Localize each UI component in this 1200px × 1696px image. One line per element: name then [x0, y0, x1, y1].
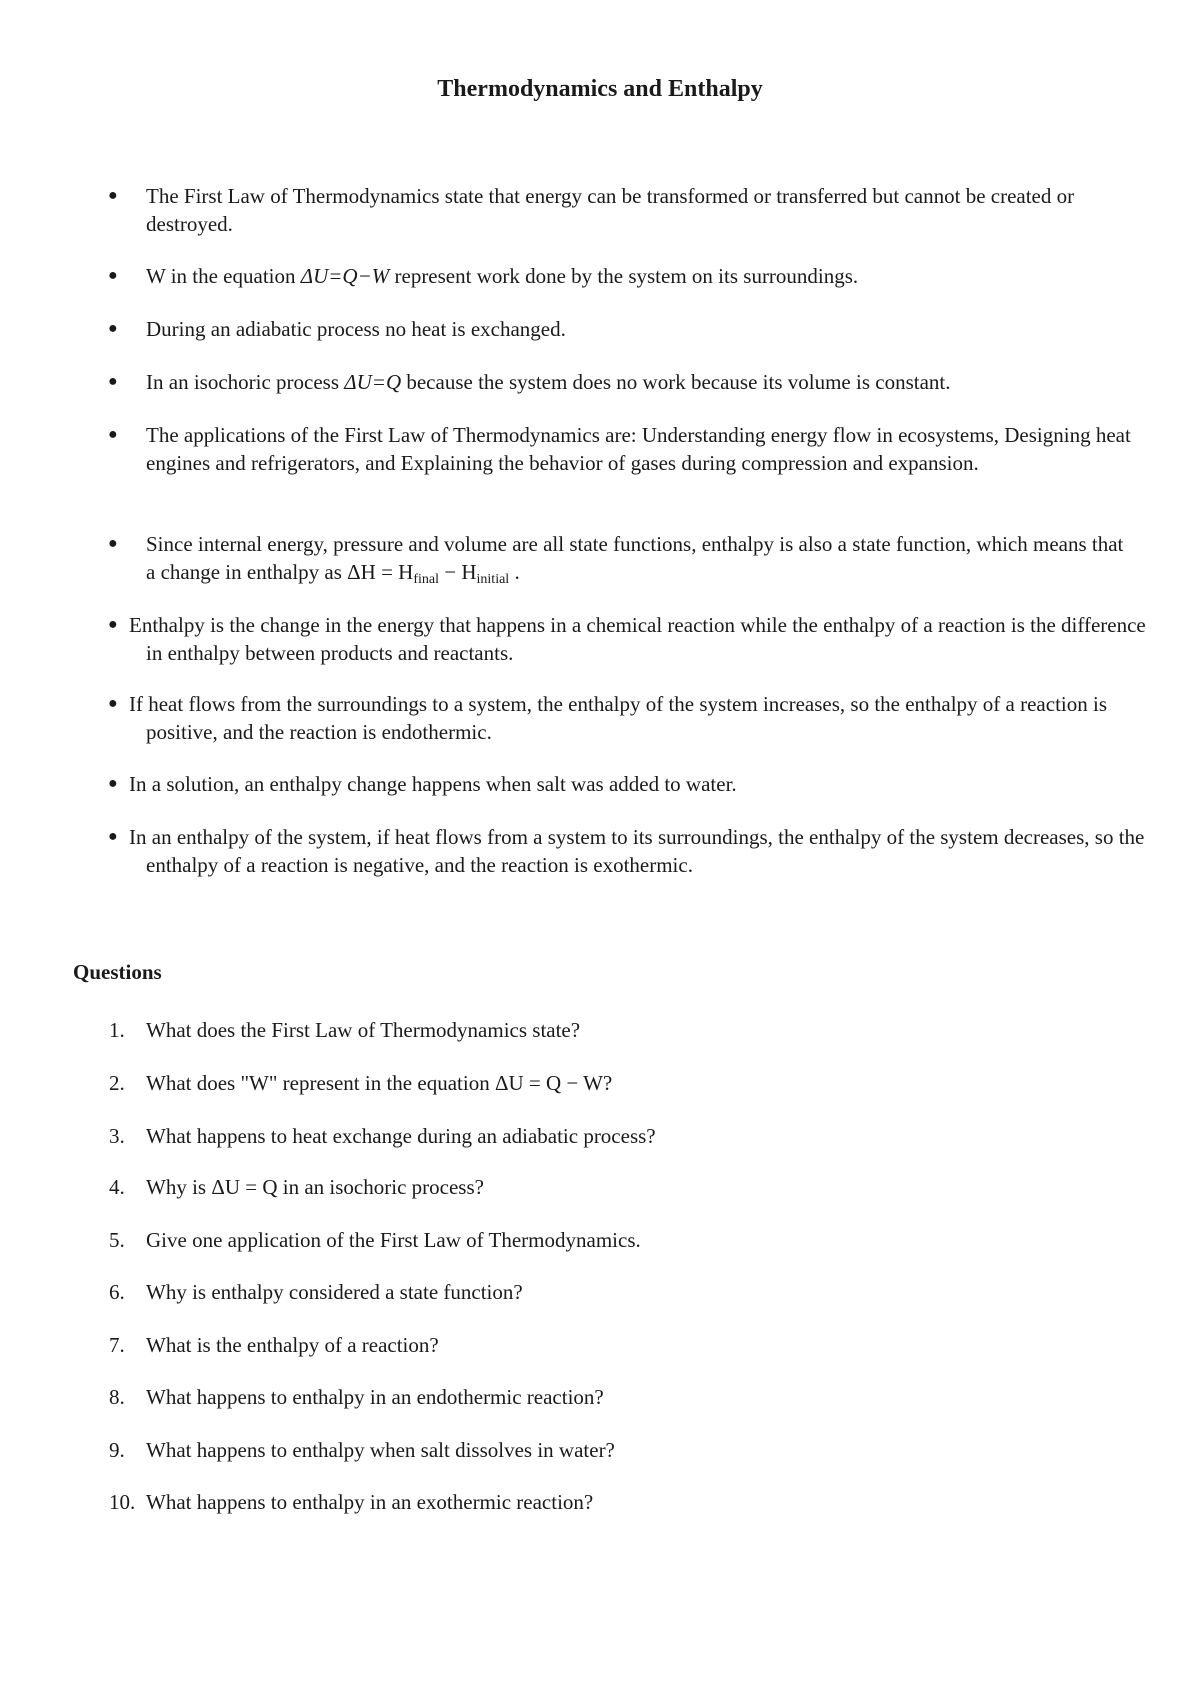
bullet-text-prefix: In an isochoric process [146, 370, 345, 394]
question-number: 9. [109, 1438, 125, 1462]
equation: ΔU=Q [344, 370, 402, 394]
bullet-item-first-law: The First Law of Thermodynamics state that energy can be transformed or transferred but cannot be created or destroyed. [146, 184, 1075, 236]
bullet-item-endothermic: If heat flows from the surroundings to a system, the enthalpy of the system increases, so the enthalpy of a reaction is positive, and the reaction is endothermic. [129, 692, 1107, 744]
bullet-item-solution: In a solution, an enthalpy change happens when salt was added to water. [129, 772, 737, 796]
bullet-marker: ● [108, 695, 118, 712]
bullet-marker: ● [108, 535, 118, 552]
question-text: What does the First Law of Thermodynamics state? [146, 1018, 581, 1042]
question-text: What is the enthalpy of a reaction? [146, 1333, 439, 1357]
question-text: What happens to heat exchange during an adiabatic process? [146, 1124, 656, 1148]
question-text: Why is enthalpy considered a state function? [146, 1280, 523, 1304]
bullet-marker: ● [108, 426, 118, 443]
bullet-marker: ● [108, 616, 118, 633]
question-number: 3. [109, 1124, 125, 1148]
bullet-item-applications: The applications of the First Law of Thermodynamics are: Understanding energy flow in ecosystems, Designing heat engines and refrigerators, and Explaining the behavior of gases during compression and expansion. [146, 423, 1131, 475]
bullet-text-prefix: Since internal energy, pressure and volume are all state functions, enthalpy is also a state function, which means that a change in enthalpy as ΔH = H [146, 532, 1124, 584]
question-text: What does "W" represent in the equation ΔU = Q − W? [146, 1071, 613, 1095]
document-title: Thermodynamics and Enthalpy [437, 76, 763, 102]
bullet-text-prefix: W in the equation [146, 264, 301, 288]
bullet-marker: ● [108, 828, 118, 845]
bullet-marker: ● [108, 187, 118, 204]
question-number: 5. [109, 1228, 125, 1252]
question-text: What happens to enthalpy in an exothermic reaction? [146, 1490, 594, 1514]
question-number: 2. [109, 1071, 125, 1095]
question-text: What happens to enthalpy in an endothermic reaction? [146, 1385, 604, 1409]
bullet-item-work-equation [146, 262, 1136, 290]
bullet-marker: ● [108, 373, 118, 390]
question-number: 4. [109, 1175, 125, 1199]
question-text: What happens to enthalpy when salt dissolves in water? [146, 1438, 615, 1462]
bullet-text-suffix: represent work done by the system on its surroundings. [389, 264, 859, 288]
bullet-text-suffix: because the system does no work because its volume is constant. [401, 370, 951, 394]
bullet-item-adiabatic: During an adiabatic process no heat is exchanged. [146, 317, 566, 341]
bullet-item-state-function [146, 530, 1136, 594]
bullet-text-middle: − H [439, 560, 477, 584]
bullet-item-exothermic: In an enthalpy of the system, if heat flows from a system to its surroundings, the enthalpy of the system decreases, so the enthalpy of a reaction is negative, and the reaction is exothermic. [129, 825, 1145, 877]
question-number: 7. [109, 1333, 125, 1357]
bullet-marker: ● [108, 320, 118, 337]
question-number: 8. [109, 1385, 125, 1409]
question-number: 10. [109, 1490, 136, 1514]
subscript-initial: initial [476, 572, 510, 587]
bullet-item-isochoric [146, 368, 1136, 396]
question-text: Why is ΔU = Q in an isochoric process? [146, 1175, 484, 1199]
question-text: Give one application of the First Law of Thermodynamics. [146, 1228, 641, 1252]
bullet-marker: ● [108, 267, 118, 284]
bullet-marker: ● [108, 775, 118, 792]
bullet-text-suffix: . [509, 560, 520, 584]
bullet-item-enthalpy-definition: Enthalpy is the change in the energy that happens in a chemical reaction while the enthalpy of a reaction is the difference in enthalpy between products and reactants. [129, 613, 1146, 665]
subscript-final: final [413, 572, 440, 587]
question-number: 1. [109, 1018, 125, 1042]
questions-heading: Questions [73, 960, 162, 984]
question-number: 6. [109, 1280, 125, 1304]
equation: ΔU=Q−W [300, 264, 390, 288]
